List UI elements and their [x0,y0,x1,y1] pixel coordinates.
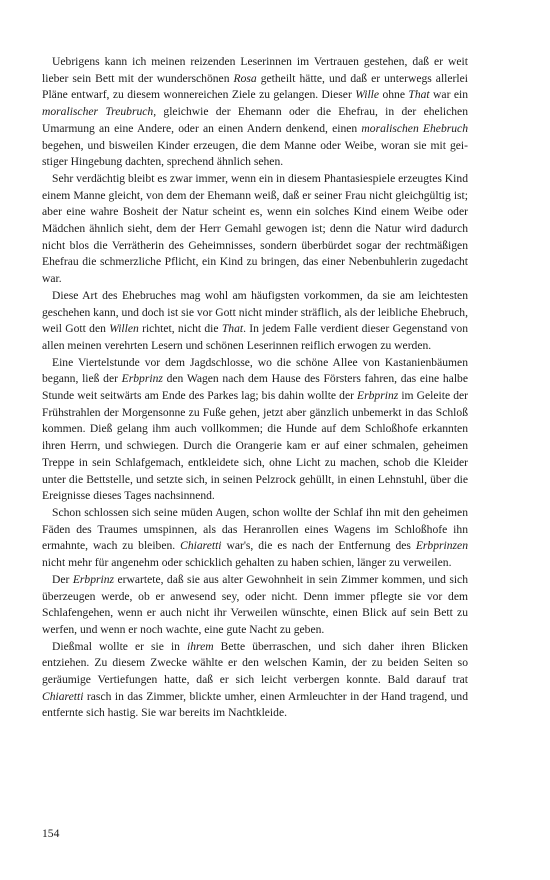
italic-text: Rosa [233,71,257,85]
italic-text: Wille [355,88,380,102]
italic-text: Chiaretti [180,539,222,553]
text-run: Diese Art des Ehebruches mag wohl am häufigsten vorkommen, da sie am leichtesten geschehen kann, und doch ist sie vor Gott nicht minder sträflich, als der leibliche Ehebruch, weil Gott den [42,288,468,336]
paragraph [42,505,468,572]
italic-text: moralischer Treubruch [42,105,154,119]
text-run: richtet, nicht die [138,322,222,336]
paragraph [42,288,468,355]
italic-text: Erbprinz [121,372,163,386]
text-run: nicht mehr für angenehm oder schicklich gehalten zu haben schien, länger zu verweilen. [42,556,452,570]
text-run: Bette überraschen, und sich daher ihren Blicken entziehen. Zu diesem Zwecke wählte er den welschen Kamin, der zu beiden Seiten so geräumige Vertiefungen hatte, daß er sich leicht verbergen konnte. Bald darauf trat [42,639,468,687]
text-run: Uebrigens kann ich meinen reizenden Leserinnen im Vertrauen gestehen, daß er weit lieber sein Bett mit der wunderschönen [42,55,468,85]
text-run: getheilt hätte, und daß er unterwegs allerlei Pläne entwarf, zu diesem wonnereichen Ziele zu gelangen. Dieser [42,71,468,102]
paragraph [42,572,468,639]
italic-text: Willen [109,322,139,336]
text-run: Sehr verdächtig bleibt es zwar immer, wenn ein in diesem Phantasiespiele erzeugtes Kind einem Manne gleicht, von dem der Ehemann weiß, daß er seiner Frau nicht gleichgültig ist; aber eine wahre Bosheit der Natur scheint es, wenn ein solches Kind einem Weibe oder Mädchen ähnlich sieht, dem der Herr Gemahl gewogen ist; denn die Natur wird dadurch nicht blos die Verrätherin des Geheimnisses, sondern überbürdet sogar der rechtmäßigen Ehefrau die schmerzliche Pflicht, ein Kind zu bringen, das einer Nebenbuhlerin zugedacht war. [42,171,468,286]
text-run: war ein [429,88,468,102]
paragraph [42,54,468,171]
paragraph [42,639,468,723]
text-body [42,54,468,722]
italic-text: Erbprinz [357,389,399,403]
paragraph [42,171,468,288]
text-run: . In jedem Falle verdient dieser Gegenstand von allen meinen verehrten Lesern und schönen Leserinnen reiflich erwogen zu werden. [42,322,468,352]
text-run: den Wagen nach dem Hause des Försters fahren, das eine halbe Stunde weit seitwärts am Ende des Parkes lag; bis dahin wollte der [42,372,468,403]
text-run: ohne [379,88,409,102]
text-run: erwartete, daß sie aus alter Gewohnheit in sein Zimmer kommen, und sich überzeugen werde, ob er anwesend sey, oder nicht. Denn immer pflegte sie vor dem Schlafengehen, wenn er auch nicht ihr Verweilen wünschte, einen Blick auf sein Bett zu werfen, und wenn er noch wachte, eine gute Nacht zu geben. [42,572,469,636]
page-number: 154 [42,827,60,840]
text-run: begehen, und bisweilen Kinder erzeugen, die dem Manne oder Weibe, woran sie mit geistiger Hingebung dachten, sprechend ähnlich sehen. [42,138,468,169]
italic-text: That [408,88,430,102]
text-run: war's, die es nach der Entfernung des [221,539,416,553]
paragraph [42,355,468,505]
italic-text: moralischen Ehebruch [361,121,469,135]
text-run: Schon schlossen sich seine müden Augen, schon wollte der Schlaf ihn mit den geheimen Fäden des Traumes umspinnen, als das Heranrollen eines Wagens im Schloßhofe ihn ermahnte, wach zu bleiben. [42,505,468,553]
text-run: Eine Viertelstunde vor dem Jagdschlosse, wo die schöne Allee von Kastanienbäumen begann, ließ der [42,355,468,386]
text-run: , gleichwie der Ehemann oder die Ehefrau, in der ehelichen Umarmung an eine Andere, oder an einen Andern denkend, einen [42,105,469,135]
italic-text: Chiaretti [42,689,84,703]
text-run: rasch in das Zimmer, blickte umher, einen Armleuchter in der Hand tragend, und entfernte sich hastig. Sie war bereits im Nachtkleide. [42,689,468,720]
text-run: Dießmal wollte er sie in [52,639,188,653]
italic-text: That [221,322,244,336]
italic-text: ihrem [187,639,214,653]
italic-text: Erbprinz [72,572,115,586]
italic-text: Erbprinzen [415,539,468,553]
text-run: Der [52,572,73,586]
text-run: im Geleite der Frühstrahlen der Morgensonne zu Fuße gehen, jetzt aber gänzlich unbemerkt in das Schloß kommen. Dieß gelang ihm auch vollkommen; die Hunde auf dem Schloßhofe erkannten ihren Herrn, und schwiegen. Durch die Orangerie kam er auf einer schmalen, geheimen Treppe in sein Schlafgemach, entkleidete sich, ohne Licht zu machen, schob die Kleider unter die Bettstelle, und setzte sich, in seinen Pelzrock gehüllt, in einen Lehnstuhl, über die Ereignisse dieses Tages nachsinnend. [42,389,468,503]
